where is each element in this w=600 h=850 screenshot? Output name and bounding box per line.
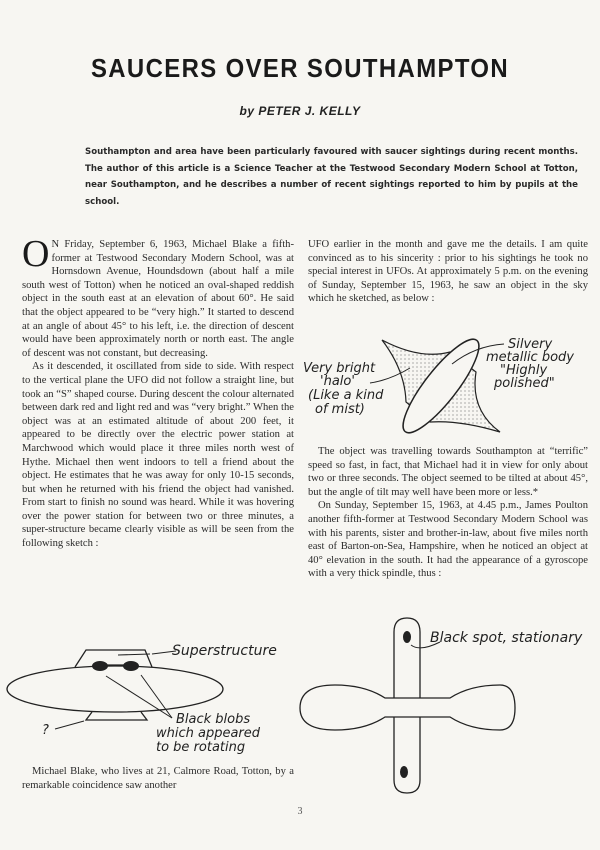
left-column <box>22 233 294 551</box>
saucer-sketch <box>0 630 300 760</box>
left-column-end <box>22 765 294 792</box>
page-number: 3 <box>297 806 303 817</box>
label-body: "Highly <box>500 363 548 378</box>
label-body: Silvery <box>508 337 553 352</box>
label-halo: of mist) <box>315 402 365 417</box>
label-black-blobs: which appeared <box>156 726 261 741</box>
label-question: ? <box>42 723 49 738</box>
article-byline: by PETER J. KELLY <box>239 104 361 118</box>
label-body: polished" <box>494 376 555 391</box>
paragraph <box>22 233 294 360</box>
drop-cap: O <box>22 233 50 275</box>
black-spot-top <box>403 631 411 643</box>
label-body: metallic body <box>486 350 574 365</box>
paragraph: The object was travelling towards Southampton at “terrific” speed so fast, in fact, that Michael had it in view for only about two or three seconds. The object seemed to be tilted at about 45°, but the angle of tilt may well have been more or less.* <box>308 446 588 498</box>
label-halo: (Like a kind <box>308 388 384 403</box>
label-halo: Very bright <box>303 361 376 376</box>
label-black-blobs: to be rotating <box>156 740 246 755</box>
article-intro: Southampton and area have been particularly favoured with saucer sightings during recent months. The author of this article is a Science Teacher at the Testwood Secondary Modern School at Totton, near Southampton, and he describes a number of recent sightings reported to him by pupils at the school. <box>85 147 578 207</box>
label-halo: 'halo' <box>320 374 355 389</box>
paragraph: Michael Blake, who lives at 21, Calmore Road, Totton, by a remarkable coincidence saw another <box>22 766 294 791</box>
paragraph: As it descended, it oscillated from side to side. With respect to the vertical plane the UFO did not follow a straight line, but took an “S” shaped course. During descent the colour alternated between dark red and light red and was “very bright.” When the object was at an estimated altitude of about 200 feet, it appeared to be directly over the electric power station at Marchwood which would place it three miles north west of Hythe. Michael then went indoors to tell a friend about the object. He estimates that he was away for only 10-15 seconds, but when he returned with his friend the object had vanished. From start to finish no sound was heard. While it was hovering over the power station for between two or three minutes, a super-structure became clearly visible as will be seen from the following sketch : <box>22 361 294 550</box>
label-black-spot: Black spot, stationary <box>430 630 583 646</box>
paragraph: On Sunday, September 15, 1963, at 4.45 p.m., James Poulton another fifth-former at Testwood Secondary Modern School was with his parents, sister and brother-in-law, about five miles north east of Barton-on-Sea, Hampshire, when he noticed an object at 40° elevation in the south. It had the appearance of a gyroscope with a very thick spindle, thus : <box>308 500 588 580</box>
paragraph-text: N Friday, September 6, 1963, Michael Blake a fifth-former at Testwood Secondary Modern School, was at Hornsdown Avenue, Houndsdown (about half a mile south west of Totton) when he noticed an oval-shaped reddish object in the south east at an elevation of about 60°. He said that the object appeared to be “very high.” It started to descend at an angle of about 45° to his left, i.e. the direction of descent would have been approximately north or north east. The angle of descent was not constant, but decreasing. <box>22 239 294 359</box>
right-column <box>308 238 588 306</box>
paragraph: UFO earlier in the month and gave me the details. I am quite convinced as to his sincerity : prior to his sightings he took no special interest in UFOs. At approximately 5 p.m. on the evening of Sunday, September 15, 1963, he saw an object in the sky which he sketched, as below : <box>308 239 588 305</box>
label-superstructure: Superstructure <box>172 643 277 659</box>
black-blob-left <box>92 661 108 671</box>
right-column-continued <box>308 445 588 581</box>
label-black-blobs: Black blobs <box>176 712 251 727</box>
black-blob-right <box>123 661 139 671</box>
article-title: SAUCERS OVER SOUTHAMPTON <box>90 53 510 83</box>
gyroscope-sketch <box>290 610 600 800</box>
tilted-object-sketch <box>300 330 590 445</box>
black-spot-bottom <box>400 766 408 778</box>
